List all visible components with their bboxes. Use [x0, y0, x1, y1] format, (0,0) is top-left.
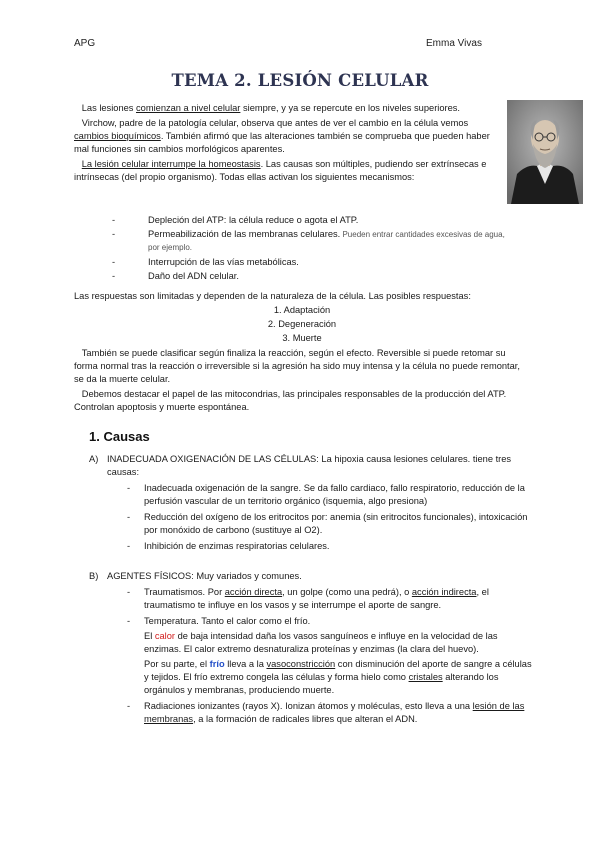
list-item: - Interrupción de las vías metabólicas.	[112, 257, 299, 267]
section-b	[89, 570, 534, 726]
responses-intro: Las respuestas son limitadas y dependen de la naturaleza de la célula. Las posibles respuestas:	[74, 291, 471, 301]
frio-paragraph: Por su parte, el frío lleva a la vasoconstricción con disminución del aporte de sangre a células y tejidos. El frío extremo congela las células y forma hielo como cristales alterando los orgánulos y membranas, produciendo muerte.	[144, 659, 532, 695]
responses-item-2: 2. Degeneración	[267, 319, 337, 329]
intro-paragraph-2: Virchow, padre de la patología celular, observa que antes de ver el cambio en la célula vemos cambios bioquímicos. También afirmó que las alteraciones también se comprueba que pueden haber mal funciones sin cambios morfológicos aparentes.	[74, 118, 490, 154]
page-title: TEMA 2. LESIÓN CELULAR	[171, 71, 429, 90]
list-item-traumatismos: - Traumatismos. Por acción directa, un golpe (como una pedrá), o acción indirecta, el traumatismo te influye en los vasos y se interrumpe el aporte de sangre.	[127, 587, 489, 610]
intro-paragraph-1: Las lesiones comienzan a nivel celular siempre, y ya se repercute en los niveles superiores.	[81, 103, 461, 113]
mechanisms-list	[112, 214, 512, 284]
calor-paragraph: El calor de baja intensidad daña los vasos sanguíneos e influye en la velocidad de las enzimas. El calor extremo desnaturaliza proteínas y enzimas (la clara del huevo).	[144, 631, 498, 654]
intro-block	[74, 102, 502, 184]
list-item: - Permeabilización de las membranas celulares. Pueden entrar cantidades excesivas de agua, por ejemplo.	[112, 229, 505, 252]
responses-item-3: 3. Muerte	[282, 333, 322, 343]
responses-item-1: 1. Adaptación	[273, 305, 331, 315]
section-b-title: B) AGENTES FÍSICOS: Muy variados y comunes.	[89, 571, 302, 581]
header-left: APG	[74, 38, 96, 49]
list-item: - Reducción del oxígeno de los eritrocitos por: anemia (sin eritrocitos funcionales), intoxicación por monóxido de carbono (sustituye al O2).	[127, 512, 528, 535]
list-item: - Depleción del ATP: la célula reduce o agota el ATP.	[112, 215, 359, 225]
responses-block	[74, 290, 530, 414]
list-item: - Inhibición de enzimas respiratorias celulares.	[127, 541, 330, 551]
intro-paragraph-3: La lesión celular interrumpe la homeostasis. Las causas son múltiples, pudiendo ser extrínsecas e intrínsecas (del propio organismo). Todas ellas activan los siguientes mecanismos:	[74, 159, 487, 182]
list-item-temperatura: - Temperatura. Tanto el calor como el frío.	[127, 616, 311, 626]
header-right: Emma Vivas	[426, 38, 482, 49]
section-a-title: A) INADECUADA OXIGENACIÓN DE LAS CÉLULAS: La hipoxia causa lesiones celulares. tiene tres causas:	[89, 454, 512, 477]
list-item: - Daño del ADN celular.	[112, 271, 239, 281]
list-item-radiaciones: - Radiaciones ionizantes (rayos X). Ionizan átomos y moléculas, esto lleva a una lesión de las membranas, a la formación de radicales libres que alteran el ADN.	[127, 701, 525, 724]
virchow-portrait-image	[507, 100, 583, 204]
section-heading-causas: 1. Causas	[89, 429, 150, 444]
list-item: - Inadecuada oxigenación de la sangre. Se da fallo cardiaco, fallo respiratorio, reducción de la perfusión vascular de un territorio orgánico (isquemia, algo presiona)	[127, 483, 525, 506]
classify-paragraph: También se puede clasificar según finaliza la reacción, según el efecto. Reversible si puede retomar su forma normal tras la reacción o irreversible si la agresión ha sido muy intensa y la célula no puede remontar, se da la muerte celular.	[74, 348, 520, 384]
mitochondria-paragraph: Debemos destacar el papel de las mitocondrias, las principales responsables de la producción del ATP. Controlan apoptosis y muerte espontánea.	[74, 389, 507, 412]
section-a	[89, 453, 534, 553]
